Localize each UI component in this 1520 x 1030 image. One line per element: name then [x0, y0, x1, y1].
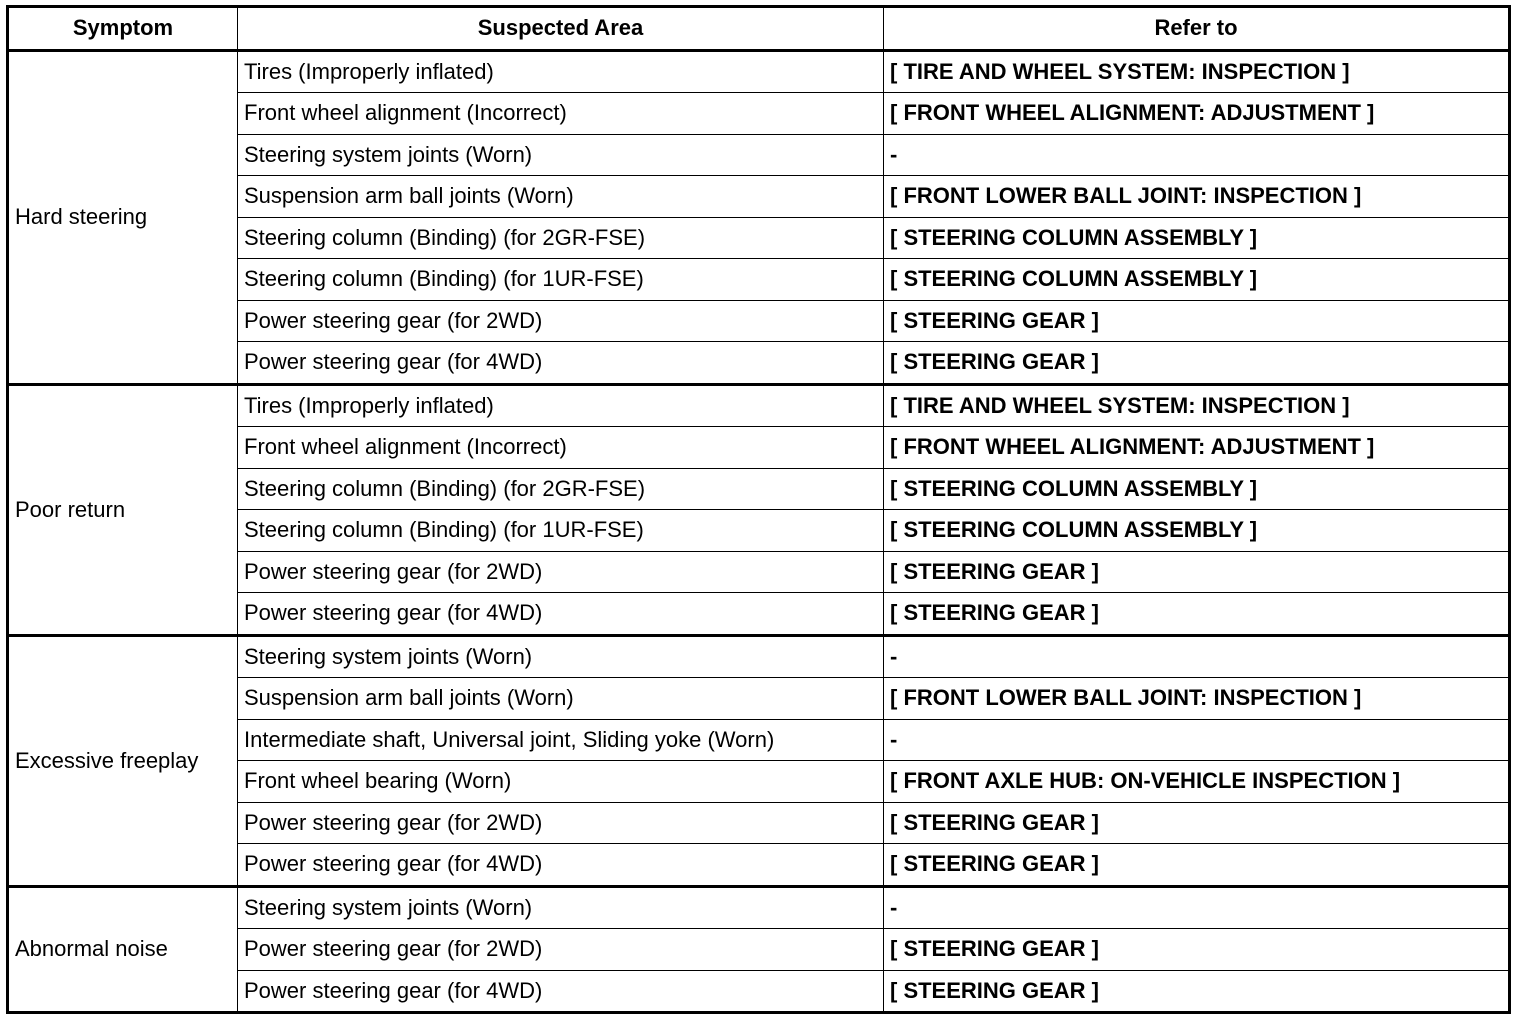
- suspected-area-cell: Tires (Improperly inflated): [238, 50, 884, 93]
- refer-to-cell: [ TIRE AND WHEEL SYSTEM: INSPECTION ]: [884, 384, 1510, 427]
- refer-to-cell: [ STEERING GEAR ]: [884, 929, 1510, 971]
- refer-to-cell: [ STEERING GEAR ]: [884, 970, 1510, 1013]
- suspected-area-cell: Suspension arm ball joints (Worn): [238, 678, 884, 720]
- suspected-area-cell: Power steering gear (for 2WD): [238, 802, 884, 844]
- suspected-area-cell: Power steering gear (for 4WD): [238, 342, 884, 385]
- refer-to-cell: [ STEERING GEAR ]: [884, 593, 1510, 636]
- refer-to-cell: [ FRONT WHEEL ALIGNMENT: ADJUSTMENT ]: [884, 427, 1510, 469]
- table-row: [8, 886, 1510, 929]
- suspected-area-cell: Intermediate shaft, Universal joint, Sliding yoke (Worn): [238, 719, 884, 761]
- refer-to-cell: [ FRONT LOWER BALL JOINT: INSPECTION ]: [884, 176, 1510, 218]
- suspected-area-cell: Steering system joints (Worn): [238, 134, 884, 176]
- refer-to-cell: [ STEERING COLUMN ASSEMBLY ]: [884, 468, 1510, 510]
- refer-to-cell: [ STEERING GEAR ]: [884, 300, 1510, 342]
- suspected-area-cell: Power steering gear (for 4WD): [238, 970, 884, 1013]
- suspected-area-cell: Power steering gear (for 2WD): [238, 551, 884, 593]
- refer-to-cell: -: [884, 635, 1510, 678]
- suspected-area-cell: Front wheel alignment (Incorrect): [238, 93, 884, 135]
- symptom-cell: Excessive freeplay: [8, 635, 238, 886]
- table-row: [8, 50, 1510, 93]
- troubleshooting-table-container: [6, 5, 1511, 1014]
- refer-to-cell: [ STEERING COLUMN ASSEMBLY ]: [884, 259, 1510, 301]
- refer-to-cell: [ STEERING GEAR ]: [884, 342, 1510, 385]
- refer-to-cell: [ STEERING GEAR ]: [884, 844, 1510, 887]
- suspected-area-cell: Power steering gear (for 2WD): [238, 300, 884, 342]
- refer-to-cell: [ TIRE AND WHEEL SYSTEM: INSPECTION ]: [884, 50, 1510, 93]
- refer-to-cell: -: [884, 134, 1510, 176]
- suspected-area-cell: Tires (Improperly inflated): [238, 384, 884, 427]
- table-row: [8, 384, 1510, 427]
- symptom-cell: Abnormal noise: [8, 886, 238, 1013]
- suspected-area-cell: Steering system joints (Worn): [238, 886, 884, 929]
- suspected-area-cell: Steering column (Binding) (for 1UR-FSE): [238, 510, 884, 552]
- refer-to-cell: [ STEERING GEAR ]: [884, 551, 1510, 593]
- refer-to-cell: -: [884, 719, 1510, 761]
- header-row: [8, 7, 1510, 51]
- refer-to-cell: [ STEERING COLUMN ASSEMBLY ]: [884, 217, 1510, 259]
- symptom-cell: Poor return: [8, 384, 238, 635]
- refer-to-cell: [ FRONT LOWER BALL JOINT: INSPECTION ]: [884, 678, 1510, 720]
- troubleshooting-table: [6, 5, 1511, 1014]
- header-refer-to: Refer to: [884, 7, 1510, 51]
- suspected-area-cell: Steering column (Binding) (for 2GR-FSE): [238, 217, 884, 259]
- table-body: [8, 50, 1510, 1013]
- refer-to-cell: -: [884, 886, 1510, 929]
- table-row: [8, 635, 1510, 678]
- suspected-area-cell: Power steering gear (for 4WD): [238, 844, 884, 887]
- suspected-area-cell: Front wheel alignment (Incorrect): [238, 427, 884, 469]
- refer-to-cell: [ STEERING GEAR ]: [884, 802, 1510, 844]
- suspected-area-cell: Power steering gear (for 4WD): [238, 593, 884, 636]
- refer-to-cell: [ FRONT AXLE HUB: ON-VEHICLE INSPECTION ]: [884, 761, 1510, 803]
- suspected-area-cell: Power steering gear (for 2WD): [238, 929, 884, 971]
- header-symptom: Symptom: [8, 7, 238, 51]
- symptom-cell: Hard steering: [8, 50, 238, 384]
- suspected-area-cell: Suspension arm ball joints (Worn): [238, 176, 884, 218]
- refer-to-cell: [ FRONT WHEEL ALIGNMENT: ADJUSTMENT ]: [884, 93, 1510, 135]
- refer-to-cell: [ STEERING COLUMN ASSEMBLY ]: [884, 510, 1510, 552]
- header-suspected-area: Suspected Area: [238, 7, 884, 51]
- suspected-area-cell: Steering column (Binding) (for 1UR-FSE): [238, 259, 884, 301]
- suspected-area-cell: Steering column (Binding) (for 2GR-FSE): [238, 468, 884, 510]
- suspected-area-cell: Front wheel bearing (Worn): [238, 761, 884, 803]
- suspected-area-cell: Steering system joints (Worn): [238, 635, 884, 678]
